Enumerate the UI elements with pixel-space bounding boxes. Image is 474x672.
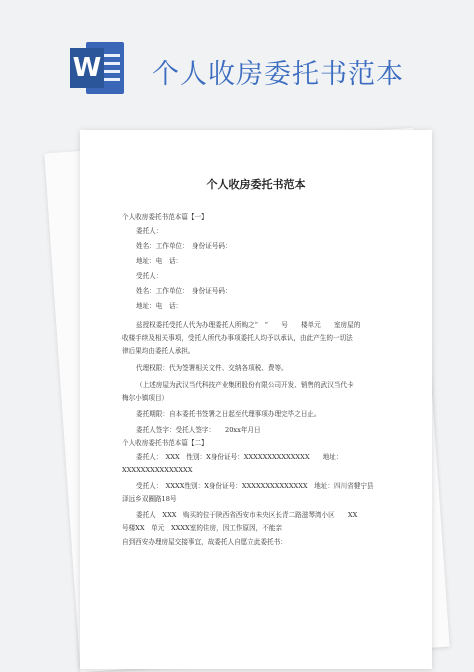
header-banner — [0, 0, 474, 120]
page-title: 个人收房委托书范本 — [152, 59, 404, 90]
doc-line: 收楼手续及相关事项，受托人所代办事项委托人均予以承认，由此产生的一切法 — [122, 334, 353, 342]
doc-line: （上述房屋为武汉当代科技产业集团股份有限公司开发、销售的武汉当代卡 — [136, 381, 354, 389]
doc-line: 受托人： XXXX性别：X身份证号：XXXXXXXXXXXXXX 地址：四川省犍宁县 — [136, 482, 374, 490]
doc-line: 委托人： XXX 性别：X身份证号：XXXXXXXXXXXXXX 地址： — [136, 453, 343, 461]
document-title: 个人收房委托书范本 — [206, 178, 306, 191]
doc-line: 自到西安办理房屋交接事宜，故委托人自愿立此委托书： — [122, 538, 287, 546]
section-heading-2: 个人收房委托书范本篇【二】 — [122, 439, 208, 447]
doc-line: 梅尔小镇项目） — [122, 394, 169, 402]
doc-line: 委托期限：自本委托书签署之日起至代理事项办理完毕之日止。 — [136, 410, 321, 418]
doc-line: 委托人签字：受托人签字： 20xx年月日 — [136, 426, 261, 434]
doc-line: 地址：电 话： — [136, 302, 183, 310]
word-icon — [70, 40, 126, 96]
doc-line: 姓名：工作单位： 身份证号码： — [136, 242, 232, 250]
document-page — [80, 130, 432, 669]
word-icon-letter: W — [70, 48, 104, 88]
doc-line: 受托人： — [136, 272, 163, 280]
doc-line: XXXXXXXXXXXXXXX — [122, 466, 193, 474]
doc-line: 泽远乡双圈路18号 — [122, 495, 177, 503]
doc-line: 号楼XX 单元 XXXX室的住房，因工作原因，不能亲 — [122, 524, 283, 532]
doc-line: 委托人： — [136, 227, 163, 235]
doc-line: 代理权限：代为签署相关文件、交纳各项税、费等。 — [136, 364, 288, 372]
section-heading-1: 个人收房委托书范本篇【一】 — [122, 213, 208, 221]
doc-line: 委托人 XXX 购买的位于陕西省西安市未央区长青二路滋琴湾小区 XX — [136, 511, 358, 519]
doc-line: 姓名：工作单位： 身份证号码： — [136, 287, 232, 295]
doc-line: 律后果均由委托人承担。 — [122, 347, 195, 355]
doc-line: 地址：电 话： — [136, 257, 183, 265]
doc-line: 兹授权委托受托人代为办理委托人所购之“ ” 号 楼单元 室房屋的 — [136, 321, 361, 329]
